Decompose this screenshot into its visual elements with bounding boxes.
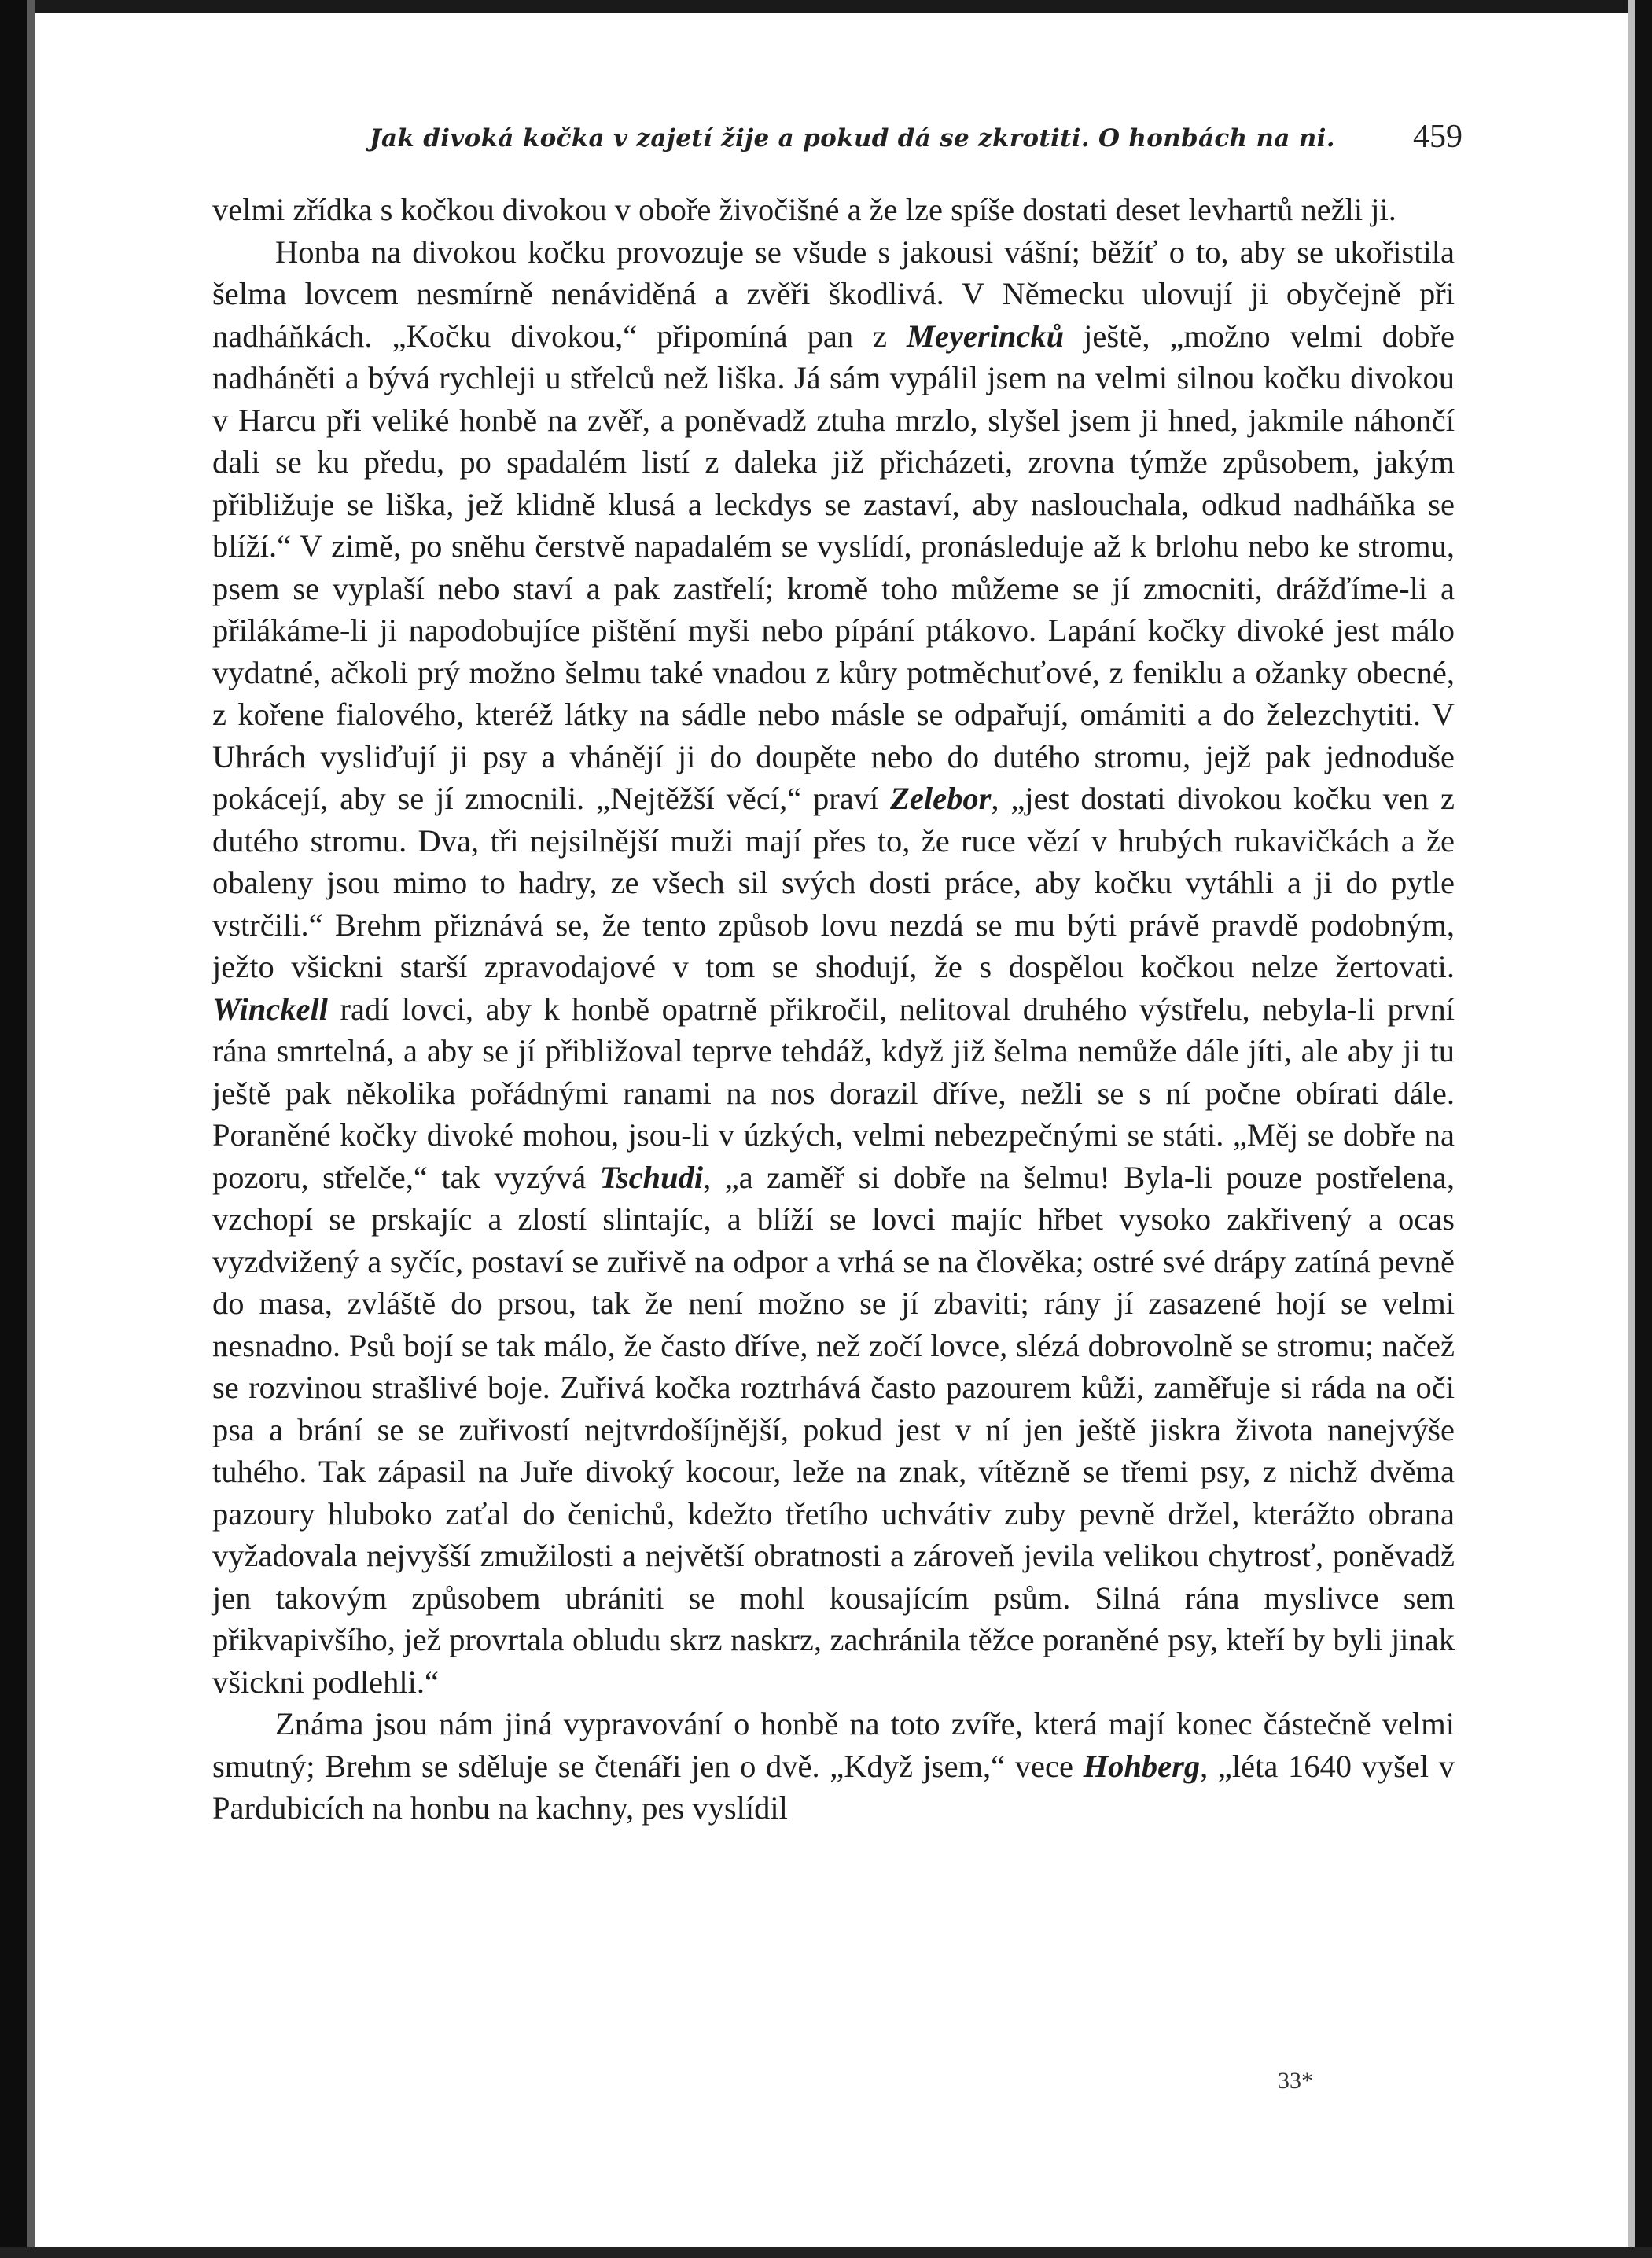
cited-author-name: Winckell [212,991,328,1027]
running-head: Jak divoká kočka v zajetí žije a pokud dá se zkrotiti. O honbách na ni. [370,124,1335,153]
paragraph-text: velmi zřídka s kočkou divokou v oboře živočišné a že lze spíše dostati deset levhartů nežli ji. [212,192,1396,227]
paragraph-text: Honba na divokou kočku provozuje se všude s jakousi vášní; běžíť o to, aby se ukořistila šelma lovcem nesmírně nenáviděná a zvěři škodlivá. V Německu ulovují ji obyčejně při nadháňkách. „Kočku divokou,“ připomíná pan z [212,234,1455,354]
cited-author-name: Tschudi [599,1159,704,1195]
scan-bottom-edge [0,2247,1652,2258]
paragraph-text: radí lovci, aby k honbě opatrně přikročil, nelitoval druhého výstřelu, nebyla-li první rána smrtelná, a aby se jí přibližoval teprve tehdáž, když již šelma nemůže dále jíti, ale aby ji tu ještě pak několika pořádnými ranami na nos dorazil dříve, nežli se s ní počne obírati dále. Poraněné kočky divoké mohou, jsou-li v úzkých, velmi nebezpečnými se státi. „Měj se dobře na pozoru, střelče,“ tak vyzývá [212,991,1455,1195]
scan-left-binding-edge [0,0,27,2258]
page-number: 459 [1413,119,1463,155]
page-header [212,118,1463,165]
signature-mark: 33* [1278,2068,1313,2094]
scan-right-shadow [1628,0,1635,2258]
paragraph [212,189,1455,231]
scan-left-shadow [27,0,35,2258]
cited-author-name: Meyerincků [906,318,1065,354]
paragraph-text: ještě, „možno velmi dobře nadháněti a bývá rychleji u střelců než liška. Já sám vypálil jsem na velmi silnou kočku divokou v Harcu při veliké honbě na zvěř, a poněvadž ztuha mrzlo, slyšel jsem ji hned, jakmile náhončí dali se ku předu, po spadalém listí z daleka již přicházeti, zrovna týmže způsobem, jakým přibližuje se liška, jež klidně klusá a leckdys se zastaví, aby naslouchala, odkud nadháňka se blíží.“ V zimě, po sněhu čerstvě napadalém se vyslídí, pronásleduje až k brlohu nebo ke stromu, psem se vyplaší nebo staví a pak zastřelí; kromě toho můžeme se jí zmocniti, drážďíme-li a přilákáme-li ji napodobujíce pištění myši nebo pípání ptákovo. Lapání kočky divoké jest málo vydatné, ačkoli prý možno šelmu také vnadou z kůry potměchuťové, z feniklu a ožanky obecné, z kořene fialového, kteréž látky na sádle nebo másle se odpařují, omámiti a do železchytiti. V Uhrách vysliďují ji psy a vhánějí ji do doupěte nebo do dutého stromu, jejž pak jednoduše pokácejí, aby se jí zmocnili. „Nejtěžší věcí,“ praví [212,318,1455,816]
paragraph-text: , „léta 1640 vyšel v Pardubicích na honbu na kachny, pes vyslídil [212,1748,1455,1826]
paragraph [212,231,1455,1704]
paragraph-text: Známa jsou nám jiná vypravování o honbě na toto zvíře, která mají konec částečně velmi smutný; Brehm se sděluje se čtenáři jen o dvě. „Když jsem,“ vece [212,1706,1455,1784]
paragraph-text: , „a zaměř si dobře na šelmu! Byla-li pouze postřelena, vzchopí se prskajíc a zlostí slintajíc, a blíží se lovci majíc hřbet vysoko zakřivený a ocas vyzdvižený a syčíc, postaví se zuřivě na odpor a vrhá se na člověka; ostré své drápy zatíná pevně do masa, zvláště do prsou, tak že není možno se jí zbaviti; rány jí zasazené hojí se velmi nesnadno. Psů bojí se tak málo, že často dříve, než zočí lovce, slézá dobrovolně se stromu; načež se rozvinou strašlivé boje. Zuřivá kočka roztrhává často pazourem kůži, zaměřuje si ráda na oči psa a brání se se zuřivostí nejtvrdošíjnější, pokud jest v ní jen ještě jiskra života nanejvýše tuhého. Tak zápasil na Juře divoký kocour, leže na znak, vítězně se třemi psy, z nichž dvěma pazoury hluboko zaťal do čenichů, kdežto třetího uchvátiv zuby pevně držel, kterážto obrana vyžadovala nejvyšší zmužilosti a největší obratnosti a zároveň jevila velikou chytrosť, poněvadž jen takovým způsobem ubrániti se mohl kousajícím psům. Silná rána myslivce sem přikvapivšího, jež provrtala obludu skrz naskrz, zachránila těžce poraněné psy, kteří by byli jinak všickni podlehli.“ [212,1159,1455,1700]
cited-author-name: Hohberg [1083,1748,1201,1784]
paragraph [212,1703,1455,1830]
body-text [212,189,1455,1830]
paragraph-text: , „jest dostati divokou kočku ven z dutého stromu. Dva, tři nejsilnější muži mají přes to, že ruce vězí v hrubých rukavičkách a že obaleny jsou mimo to hadry, ze všech sil svých dosti práce, aby kočku vytáhli a ji do pytle vstrčili.“ Brehm přiznává se, že tento způsob lovu nezdá se mu býti právě pravdě podobným, ježto všickni starší zpravodajové v tom se shodují, že s dospělou kočkou nelze žertovati. [212,781,1455,984]
cited-author-name: Zelebor [890,781,992,816]
scan-top-edge [0,0,1652,13]
scan-right-edge [1635,0,1652,2258]
